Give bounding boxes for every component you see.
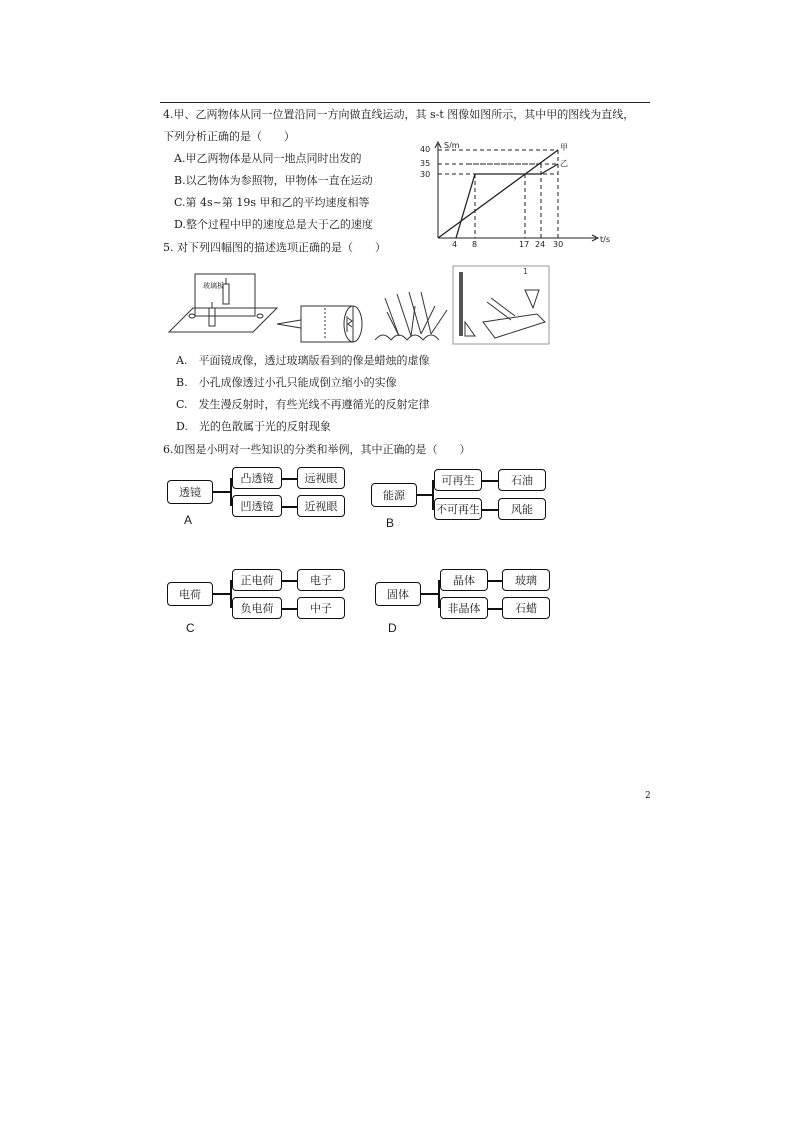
q4-option-b[interactable]: B.以乙物体为参照物，甲物体一直在运动 (174, 174, 373, 187)
q4-stem-line2: 下列分析正确的是（ ） (163, 130, 295, 143)
connector (488, 580, 502, 582)
connector (282, 506, 297, 508)
q4-st-graph (418, 136, 618, 250)
line-label-jia: 甲 (560, 143, 568, 152)
x-tick-8: 8 (472, 240, 478, 249)
connector (282, 478, 297, 480)
q5-option-c[interactable]: C. 发生漫反射时，有些光线不再遵循光的反射定律 (176, 398, 430, 411)
x-tick-17: 17 (519, 240, 530, 249)
y-tick-35: 35 (420, 159, 431, 168)
y-tick-30: 30 (420, 170, 431, 179)
diagram-b-leaf-2: 风能 (498, 498, 546, 520)
diagram-d-leaf-1: 玻璃 (502, 569, 550, 591)
connector (482, 509, 498, 511)
glass-plate-label: 玻璃板 (203, 282, 224, 290)
top-rule (160, 102, 650, 103)
diagram-c-leaf-2: 中子 (297, 597, 345, 619)
diagram-b-mid-2: 不可再生 (434, 498, 482, 520)
diagram-a-mid-1: 凸透镜 (232, 467, 282, 489)
diagram-d-letter: D (388, 621, 397, 635)
line-label-yi: 乙 (560, 159, 568, 168)
diagram-b-mid-1: 可再生 (434, 469, 482, 491)
diagram-d-leaf-2: 石蜡 (502, 597, 550, 619)
diagram-a-mid-2: 凹透镜 (232, 495, 282, 517)
diagram-b-root: 能源 (371, 483, 417, 507)
connector (213, 491, 231, 493)
x-tick-24: 24 (535, 240, 546, 249)
q5-option-a[interactable]: A. 平面镜成像，透过玻璃版看到的像是蜡烛的虚像 (176, 354, 430, 367)
diagram-c-mid-2: 负电荷 (232, 597, 282, 619)
x-axis-label: t/s (600, 235, 610, 244)
diagram-c-mid-1: 正电荷 (232, 569, 282, 591)
connector (488, 608, 502, 610)
q5-stem: 5. 对下列四幅图的描述选项正确的是（ ） (163, 241, 386, 254)
diagram-b-leaf-1: 石油 (498, 469, 546, 491)
connector (282, 580, 297, 582)
q6-stem: 6.如图是小明对一些知识的分类和举例，其中正确的是（ ） (163, 443, 471, 456)
diagram-a-letter: A (184, 513, 193, 527)
diagram-a-root: 透镜 (167, 480, 213, 504)
q4-option-d[interactable]: D.整个过程中甲的速度总是大于乙的速度 (174, 218, 373, 231)
connector (482, 480, 498, 482)
x-tick-30: 30 (553, 240, 564, 249)
y-axis-label: S/m (444, 141, 460, 150)
q4-stem-line1: 4.甲、乙两物体从同一位置沿同一方向做直线运动，其 s-t 图像如图所示，其中甲的图线为直线， (163, 108, 635, 121)
connector (282, 608, 297, 610)
q5-option-d[interactable]: D. 光的色散属于光的反射现象 (176, 420, 331, 433)
figure4-mark: 1 (523, 267, 529, 276)
diagram-a-leaf-1: 远视眼 (297, 467, 345, 489)
diagram-c-leaf-1: 电子 (297, 569, 345, 591)
q5-figures (165, 262, 555, 348)
diagram-a-leaf-2: 近视眼 (297, 495, 345, 517)
q5-option-b[interactable]: B. 小孔成像透过小孔只能成倒立缩小的实像 (176, 376, 397, 389)
q4-option-a[interactable]: A.甲乙两物体是从同一地点同时出发的 (174, 152, 362, 165)
connector (417, 494, 433, 496)
x-tick-4: 4 (452, 240, 458, 249)
diagram-d-mid-2: 非晶体 (440, 597, 488, 619)
connector (213, 593, 231, 595)
diagram-c-letter: C (186, 621, 195, 635)
diagram-c-root: 电荷 (167, 582, 213, 606)
y-tick-40: 40 (420, 145, 431, 154)
diagram-b-letter: B (386, 516, 395, 530)
connector (421, 593, 439, 595)
q4-option-c[interactable]: C.第 4s~第 19s 甲和乙的平均速度相等 (174, 196, 370, 209)
diagram-d-mid-1: 晶体 (440, 569, 488, 591)
page-number: 2 (645, 791, 651, 801)
diagram-d-root: 固体 (375, 582, 421, 606)
